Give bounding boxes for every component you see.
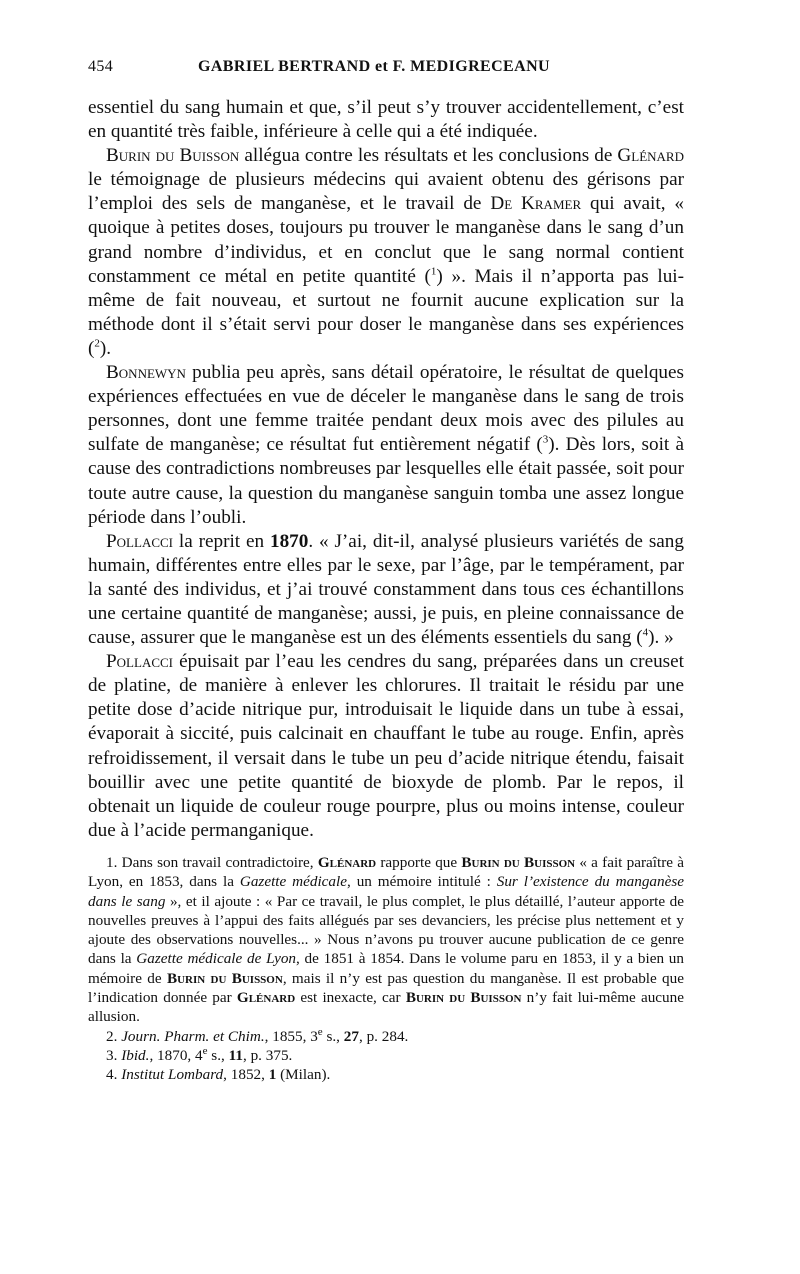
- paragraph-text: épuisait par l’eau les cendres du sang, préparées dans un creuset de platine, de manière à enlever les chlorures. Il traitait le résidu par une petite dose d’acide nitrique pur, introduisait le liquide dans un tube à essai, évaporait à siccité, puis calcinait en chauffant le tube au rouge. Enfin, après refroidissement, il versait dans le tube un peu d’acide nitrique étendu, faisait bouillir avec une petite quantité de bioxyde de plomb. Par le repos, il obtenait un liquide de couleur rouge pourpre, plus ou moins intense, couleur due à l’acide permanganique.: [88, 651, 684, 841]
- footnote-1: [88, 853, 684, 1027]
- volume-number: 1: [268, 1066, 277, 1084]
- footnotes: [88, 853, 684, 1085]
- author-name: Pollacci: [106, 530, 174, 552]
- paragraph-text: la reprit en: [173, 530, 270, 552]
- paragraph-text: ). Dès lors, soit à cause des contradictions nombreuses par lesquelles elle était passée, soit pour toute autre cause, la question du manganèse sanguin tomba une assez longue période dans l’oubli.: [88, 434, 685, 528]
- author-name: Burin du Buisson: [106, 145, 240, 167]
- footnote-ref[interactable]: 4: [642, 626, 649, 639]
- author-name: Pollacci: [106, 651, 174, 673]
- author-name: Burin du Buisson: [405, 989, 522, 1007]
- paragraph-burin: [88, 144, 684, 361]
- main-text: [88, 96, 684, 843]
- footnote-text: , p. 284.: [358, 1027, 409, 1045]
- page-number: 454: [88, 58, 114, 75]
- footnote-text: (Milan).: [276, 1066, 331, 1084]
- paragraph-bonnewyn: [88, 361, 684, 530]
- footnote-text: « a fait paraître à Lyon, en 1853, dans la: [88, 854, 684, 891]
- footnote-text: , mais il n’y est pas question du manganèse. Il est probable que l’indication donnée par: [88, 969, 684, 1007]
- footnote-text: Dans son travail contradictoire,: [117, 854, 318, 871]
- footnote-text: rapporte que: [376, 854, 462, 871]
- footnote-text: s.,: [207, 1046, 229, 1064]
- journal-title: Gazette médicale de Lyon: [136, 950, 297, 968]
- paragraph-pollacci-method: [88, 650, 684, 843]
- author-name: Burin du Buisson: [166, 969, 283, 987]
- footnote-3: [88, 1046, 684, 1065]
- journal-title: Ibid.: [121, 1046, 150, 1064]
- footnote-text: , 1855, 3: [264, 1027, 318, 1045]
- paragraph-text: essentiel du sang humain et que, s’il peut s’y trouver accidentellement, c’est en quantité très faible, inférieure à celle qui a été indiquée.: [88, 97, 684, 143]
- paragraph-pollacci-quote: [88, 530, 684, 650]
- series-superscript: e: [317, 1025, 323, 1038]
- footnote-number: 1.: [106, 854, 118, 871]
- memoir-title: Sur l’existence du manganèse dans le sang: [88, 873, 684, 910]
- footnote-text: , un mémoire intitulé :: [346, 873, 497, 891]
- page-header: [88, 58, 682, 82]
- paragraph-text: . « J’ai, dit-il, analysé plusieurs variétés de sang humain, différentes entre elles par le sexe, par l’âge, par le tempérament, par la santé des individus, et j’ai trouvé constamment dans tous ces échantillons une certaine quantité de manganèse; aussi, je puis, en pleine connaissance de cause, assurer que le manganèse est un des éléments essentiels du sang (: [88, 530, 684, 649]
- author-name: Glénard: [617, 145, 684, 167]
- paragraph-text: qui avait, « quoique à petites doses, toujours pu trouver le manganèse dans le sang d’un grand nombre d’individus, et en conclut que le sang normal contient constamment ce métal en petite quantité (: [88, 193, 684, 287]
- footnote-4: [88, 1065, 684, 1084]
- footnote-text: , 1852,: [223, 1066, 269, 1084]
- year: 1870: [269, 530, 309, 552]
- paragraph-text: publia peu après, sans détail opératoire, le résultat de quelques expériences effectuées en vue de déceler le manganèse dans le sang de trois personnes, dont une femme traitée pendant deux mois avec des pilules au sulfate de manganèse; ce résultat fut entièrement négatif (: [88, 362, 684, 456]
- paragraph-text: ).: [99, 337, 112, 359]
- footnote-ref[interactable]: 2: [94, 337, 100, 350]
- author-name: Glénard: [236, 989, 296, 1007]
- footnote-2: [88, 1027, 684, 1046]
- journal-title: Gazette médicale: [239, 873, 347, 891]
- volume-number: 27: [343, 1027, 359, 1045]
- paragraph-text: allégua contre les résultats et les conclusions de: [239, 145, 618, 167]
- running-title: GABRIEL BERTRAND et F. MEDIGRECEANU: [198, 58, 550, 75]
- footnote-text: n’y fait lui-même aucune allusion.: [88, 989, 684, 1026]
- journal-title: Institut Lombard: [121, 1066, 224, 1084]
- footnote-text: , de 1851 à 1854. Dans le volume paru en 1853, il y a bien un mémoire de: [88, 950, 684, 987]
- footnote-number: 3.: [106, 1046, 122, 1064]
- author-name: Glénard: [317, 854, 377, 871]
- footnote-text: , p. 375.: [242, 1046, 293, 1064]
- volume-number: 11: [228, 1046, 243, 1064]
- footnote-number: 2.: [106, 1027, 122, 1045]
- footnote-text: », et il ajoute : « Par ce travail, le plus complet, le plus détaillé, l’auteur apporte de nouvelles preuves à l’appui des faits allégués par ses devanciers, les précise plus nettement et y ajoute des observations nouvelles... » Nous n’avons pu trouver aucune publication de ce genre dans la: [88, 892, 684, 968]
- footnote-text: , 1870, 4: [149, 1046, 203, 1064]
- author-name: Bonnewyn: [106, 362, 186, 384]
- paragraph-text: ) ». Mais il n’apporta pas lui-même de fait nouveau, et surtout ne fournit aucune explication sur la méthode dont il s’était servi pour doser le manganèse dans ses expériences (: [88, 265, 685, 359]
- author-name: De Kramer: [490, 193, 582, 215]
- footnote-text: s.,: [322, 1027, 344, 1045]
- footnote-ref[interactable]: 3: [542, 433, 549, 446]
- paragraph-text: ). »: [648, 627, 674, 649]
- footnote-number: 4.: [106, 1066, 122, 1084]
- paragraph-text: le témoignage de plusieurs médecins qui avaient obtenu des gérisons par l’emploi des sels de manganèse, et le travail de: [88, 169, 684, 215]
- footnote-text: est inexacte, car: [295, 989, 406, 1007]
- journal-title: Journ. Pharm. et Chim.: [121, 1027, 265, 1045]
- paragraph-continued: [88, 96, 684, 144]
- author-name: Burin du Buisson: [461, 854, 576, 871]
- series-superscript: e: [202, 1044, 208, 1057]
- footnote-ref[interactable]: 1: [430, 265, 437, 278]
